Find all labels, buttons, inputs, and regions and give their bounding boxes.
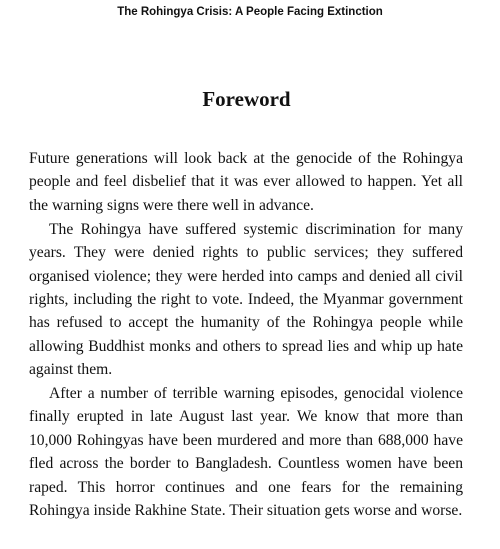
body-text [29,147,463,523]
running-header: The Rohingya Crisis: A People Facing Extinction [117,6,383,18]
paragraph-2: The Rohingya have suffered systemic discrimination for many years. They were denied rights to public services; they suffered organised violence; they were herded into camps and denied all civil rights, including the right to vote. Indeed, the Myanmar government has refused to accept the humanity of the Rohingya people while allowing Buddhist monks and others to spread lies and whip up hate against them. [29,220,463,379]
paragraph-1: Future generations will look back at the genocide of the Rohingya people and feel disbelief that it was ever allowed to happen. Yet all the warning signs were there well in advance. [29,150,463,214]
paragraph-3: After a number of terrible warning episodes, genocidal violence finally erupted in late August last year. We know that more than 10,000 Rohingyas have been murdered and more than 688,000 have fled across the border to Bangladesh. Countless women have been raped. This horror continues and one fears for the remaining Rohingya inside Rakhine State. Their situation gets worse and worse. [29,385,463,520]
page-title: Foreword [202,87,291,111]
